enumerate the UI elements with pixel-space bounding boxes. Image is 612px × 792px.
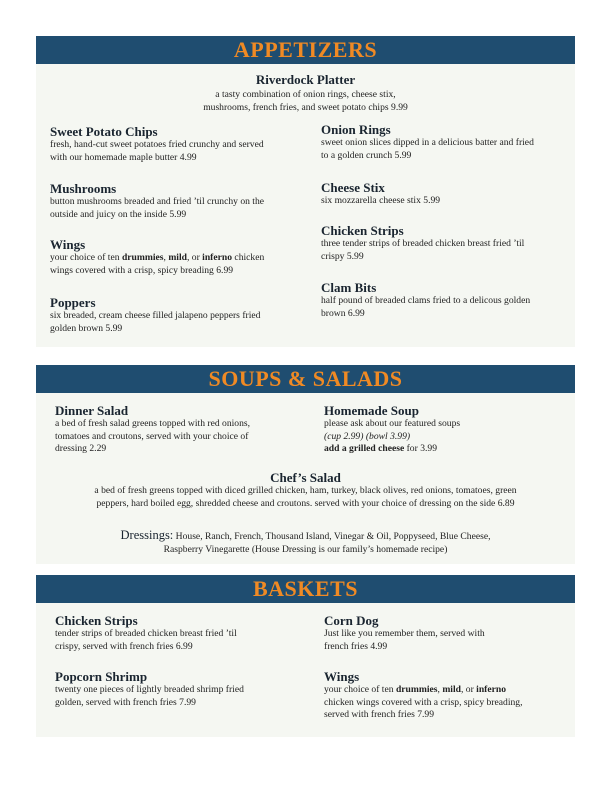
menu-item-desc: golden, served with french fries 7.99 xyxy=(55,696,196,708)
menu-item-desc: tomatoes and croutons, served with your choice of xyxy=(55,430,249,442)
featured-item-name: Riverdock Platter xyxy=(255,72,356,87)
menu-item-desc: fresh, hand-cut sweet potatoes fried crunchy and served xyxy=(50,139,264,150)
baskets-header xyxy=(36,575,575,603)
menu-item-name: Onion Rings xyxy=(321,122,391,137)
dressings-text: Raspberry Vinegarette (House Dressing is our family’s homemade recipe) xyxy=(163,543,448,555)
menu-item xyxy=(55,403,250,456)
menu-item xyxy=(321,223,524,263)
menu-item xyxy=(324,669,522,722)
menu-item-desc: peppers, hard boiled egg, shredded cheese and croutons. served with your choice of dressing on the side 6.89 xyxy=(96,497,515,509)
menu-item-name: Chicken Strips xyxy=(321,223,404,238)
appetizers-title: APPETIZERS xyxy=(233,37,378,62)
menu-item-name: Wings xyxy=(50,237,86,252)
menu-item-desc: a bed of fresh greens topped with diced grilled chicken, ham, turkey, black olives, red onions, tomatoes, green xyxy=(94,485,517,496)
menu-item-name: Clam Bits xyxy=(321,280,377,295)
soups-header xyxy=(36,365,575,393)
menu-item-desc: your choice of ten drummies, mild, or inferno chicken xyxy=(50,252,265,263)
menu-item-desc: half pound of breaded clams fried to a delicous golden xyxy=(321,295,531,306)
menu-item-name: Poppers xyxy=(50,295,96,310)
menu-item-desc: wings covered with a crisp, spicy breading 6.99 xyxy=(50,264,234,276)
menu-item-desc: Just like you remember them, served with xyxy=(324,628,485,639)
menu-item-desc: your choice of ten drummies, mild, or inferno xyxy=(324,684,507,695)
baskets-panel xyxy=(36,603,575,737)
menu-item-desc: crispy 5.99 xyxy=(321,250,364,262)
menu-item-desc: to a golden crunch 5.99 xyxy=(321,149,412,161)
soups-panel xyxy=(36,393,575,564)
featured-item-desc-1: a tasty combination of onion rings, cheese stix, xyxy=(215,89,396,100)
menu-item-desc: six breaded, cream cheese filled jalapeno peppers fried xyxy=(50,310,261,321)
menu-item xyxy=(324,403,460,456)
menu-item xyxy=(321,122,534,162)
menu-item xyxy=(36,470,575,510)
menu-item-name: Popcorn Shrimp xyxy=(55,669,148,684)
menu-item-name: Chicken Strips xyxy=(55,613,138,628)
menu-item xyxy=(324,613,485,653)
menu-item-desc: crispy, served with french fries 6.99 xyxy=(55,640,193,652)
menu-item-desc: dressing 2.29 xyxy=(55,443,107,455)
menu-item-desc: french fries 4.99 xyxy=(324,640,388,652)
menu-item-desc: (cup 2.99) (bowl 3.99) xyxy=(324,430,411,442)
menu-item xyxy=(50,181,264,221)
menu-item-name: Cheese Stix xyxy=(321,180,385,195)
dressings-label: Dressings: xyxy=(120,528,174,542)
menu-item-desc: add a grilled cheese for 3.99 xyxy=(324,443,437,455)
menu-item xyxy=(55,669,244,709)
featured-item-desc-2: mushrooms, french fries, and sweet potato chips 9.99 xyxy=(203,101,408,113)
menu-item-desc: tender strips of breaded chicken breast fried ’til xyxy=(55,628,237,639)
menu-item xyxy=(50,237,264,277)
menu-item-desc: brown 6.99 xyxy=(321,307,365,319)
menu-item xyxy=(50,295,260,335)
menu-item-name: Corn Dog xyxy=(324,613,379,628)
menu-item-desc: golden brown 5.99 xyxy=(50,322,123,334)
appetizers-header xyxy=(36,36,575,64)
menu-item-desc: outside and juicy on the inside 5.99 xyxy=(50,208,187,220)
menu-item-desc: with our homemade maple butter 4.99 xyxy=(50,151,197,163)
menu-item-desc: please ask about our featured soups xyxy=(324,418,461,429)
menu-item-desc: chicken wings covered with a crisp, spicy breading, xyxy=(324,696,523,708)
menu-item-desc: served with french fries 7.99 xyxy=(324,709,435,721)
featured-item xyxy=(36,72,575,114)
menu-item xyxy=(321,280,530,320)
soups-title: SOUPS & SALADS xyxy=(208,366,403,391)
menu-item xyxy=(55,613,237,653)
menu-item-desc: sweet onion slices dipped in a delicious batter and fried xyxy=(321,137,534,148)
appetizers-panel xyxy=(36,64,575,347)
menu-item xyxy=(321,180,440,208)
menu-item xyxy=(50,124,264,164)
menu-item-desc: twenty one pieces of lightly breaded shrimp fried xyxy=(55,684,244,695)
menu-item-name: Wings xyxy=(324,669,360,684)
menu-item-name: Mushrooms xyxy=(50,181,117,196)
dressings-text: House, Ranch, French, Thousand Island, Vinegar & Oil, Poppyseed, Blue Cheese, xyxy=(173,531,491,542)
menu-item-desc: six mozzarella cheese stix 5.99 xyxy=(321,195,441,206)
menu-item-name: Dinner Salad xyxy=(55,403,129,418)
menu-item-name: Sweet Potato Chips xyxy=(50,124,158,139)
menu-item-desc: three tender strips of breaded chicken breast fried ’til xyxy=(321,238,525,249)
menu-item-name: Homemade Soup xyxy=(324,403,419,418)
menu-item-desc: button mushrooms breaded and fried ’til crunchy on the xyxy=(50,196,265,207)
dressings-list xyxy=(36,528,575,556)
menu-item-desc: a bed of fresh salad greens topped with red onions, xyxy=(55,418,251,429)
baskets-title: BASKETS xyxy=(253,576,358,601)
menu-item-name: Chef’s Salad xyxy=(270,470,341,485)
